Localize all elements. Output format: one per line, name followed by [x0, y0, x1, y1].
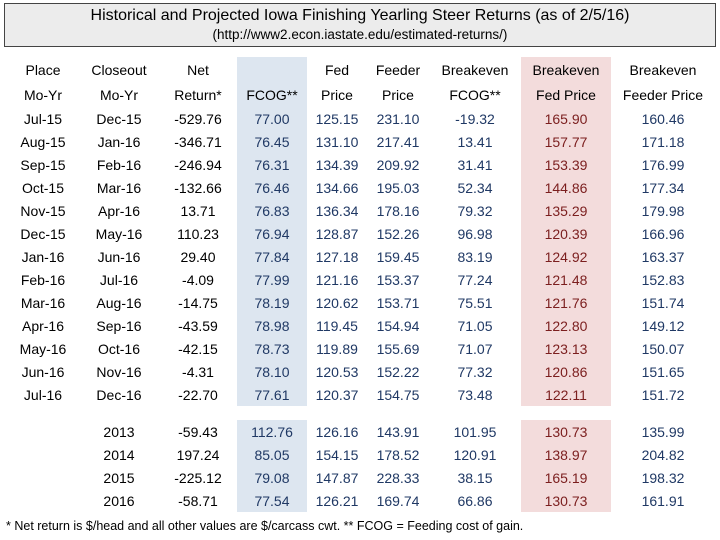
- cell-fed-price: 121.16: [315, 271, 359, 288]
- cell-closeout: Jan-16: [97, 133, 141, 150]
- cell-fed-price: 136.34: [315, 202, 359, 219]
- cell-feeder-price: 159.45: [376, 248, 420, 265]
- returns-table: [7, 57, 715, 512]
- table-row: [7, 291, 715, 314]
- cell-breakeven-fcog: 71.05: [457, 317, 493, 334]
- cell-fed-price: 125.15: [315, 110, 359, 127]
- cell-net-return: -58.71: [178, 492, 218, 509]
- col-header-fcog: [237, 57, 307, 82]
- table-row: [7, 130, 715, 153]
- cell-breakeven-feeder-price: 163.37: [641, 248, 685, 265]
- cell-breakeven-fcog: 96.98: [457, 225, 493, 242]
- cell-fcog: 76.46: [237, 176, 307, 199]
- cell-place: [7, 489, 79, 512]
- cell-feeder-price: 154.75: [376, 386, 420, 403]
- cell-fcog: 77.61: [237, 383, 307, 406]
- cell-fed-price: 120.62: [315, 294, 359, 311]
- annual-row: [7, 489, 715, 512]
- annual-row: [7, 420, 715, 443]
- cell-fcog: 78.19: [237, 291, 307, 314]
- col-header-place: Mo-Yr: [23, 86, 63, 103]
- cell-breakeven-fed-price: 135.29: [521, 199, 611, 222]
- cell-fcog: 76.31: [237, 153, 307, 176]
- cell-breakeven-feeder-price: 152.83: [641, 271, 685, 288]
- cell-feeder-price: 178.16: [376, 202, 420, 219]
- cell-breakeven-feeder-price: 150.07: [641, 340, 685, 357]
- cell-fed-price: 120.37: [315, 386, 359, 403]
- cell-breakeven-fed-price: 153.39: [521, 153, 611, 176]
- cell-net-return: -132.66: [174, 179, 222, 196]
- cell-breakeven-feeder-price: 135.99: [641, 423, 685, 440]
- cell-closeout: Nov-16: [96, 363, 142, 380]
- cell-place: Jan-16: [21, 248, 65, 265]
- cell-breakeven-fed-price: 122.80: [521, 314, 611, 337]
- col-header-breakeven-feeder-price: Breakeven: [629, 61, 697, 78]
- cell-breakeven-fed-price: 120.39: [521, 222, 611, 245]
- col-header-fcog: FCOG**: [237, 82, 307, 107]
- cell-fcog: 77.54: [237, 489, 307, 512]
- cell-closeout: Mar-16: [96, 179, 142, 196]
- cell-place: Mar-16: [20, 294, 66, 311]
- cell-fcog: 85.05: [237, 443, 307, 466]
- cell-feeder-price: 178.52: [376, 446, 420, 463]
- cell-net-return: -22.70: [178, 386, 218, 403]
- col-header-fed-price: Fed: [324, 61, 350, 78]
- cell-breakeven-fcog: 52.34: [457, 179, 493, 196]
- table-row: [7, 176, 715, 199]
- cell-closeout: Aug-16: [96, 294, 142, 311]
- cell-fcog: 76.83: [237, 199, 307, 222]
- cell-breakeven-feeder-price: 161.91: [641, 492, 685, 509]
- cell-closeout: May-16: [95, 225, 143, 242]
- cell-fed-price: 134.66: [315, 179, 359, 196]
- col-header-closeout: Mo-Yr: [99, 86, 139, 103]
- cell-feeder-price: 231.10: [376, 110, 420, 127]
- cell-net-return: -59.43: [178, 423, 218, 440]
- cell-fcog: 112.76: [237, 420, 307, 443]
- cell-feeder-price: 143.91: [376, 423, 420, 440]
- cell-breakeven-fcog: 83.19: [457, 248, 493, 265]
- cell-feeder-price: 169.74: [376, 492, 420, 509]
- cell-place: Feb-16: [20, 271, 66, 288]
- cell-breakeven-fed-price: 120.86: [521, 360, 611, 383]
- cell-fcog: 76.94: [237, 222, 307, 245]
- cell-breakeven-fed-price: 123.13: [521, 337, 611, 360]
- cell-fcog: 77.99: [237, 268, 307, 291]
- cell-closeout: Oct-16: [97, 340, 140, 357]
- cell-net-return: -529.76: [174, 110, 222, 127]
- table-row: [7, 107, 715, 130]
- cell-net-return: -14.75: [178, 294, 218, 311]
- cell-feeder-price: 152.26: [376, 225, 420, 242]
- cell-feeder-price: 155.69: [376, 340, 420, 357]
- footnote: * Net return is $/head and all other values are $/carcass cwt. ** FCOG = Feeding cost of gain.: [6, 519, 524, 533]
- cell-breakeven-feeder-price: 149.12: [641, 317, 685, 334]
- cell-fcog: 78.98: [237, 314, 307, 337]
- cell-closeout: 2015: [103, 469, 135, 486]
- cell-fcog: 78.73: [237, 337, 307, 360]
- cell-fcog: 77.84: [237, 245, 307, 268]
- cell-place: Nov-15: [20, 202, 66, 219]
- cell-place: [7, 420, 79, 443]
- cell-breakeven-fed-price: 165.19: [521, 466, 611, 489]
- cell-feeder-price: 152.22: [376, 363, 420, 380]
- source-url: (http://www2.econ.iastate.edu/estimated-returns/): [212, 27, 508, 42]
- cell-breakeven-feeder-price: 176.99: [641, 156, 685, 173]
- cell-place: May-16: [19, 340, 67, 357]
- cell-place: Oct-15: [21, 179, 64, 196]
- cell-closeout: 2016: [103, 492, 135, 509]
- annual-row: [7, 466, 715, 489]
- cell-breakeven-fcog: -19.32: [455, 110, 495, 127]
- cell-feeder-price: 153.71: [376, 294, 420, 311]
- cell-net-return: 13.71: [180, 202, 216, 219]
- cell-net-return: -346.71: [174, 133, 222, 150]
- cell-fed-price: 120.53: [315, 363, 359, 380]
- cell-breakeven-fed-price: 130.73: [521, 420, 611, 443]
- cell-closeout: 2013: [103, 423, 135, 440]
- col-header-breakeven-fed-price: Fed Price: [521, 82, 611, 107]
- cell-place: Jun-16: [21, 363, 65, 380]
- cell-fcog: 77.00: [237, 107, 307, 130]
- cell-breakeven-fcog: 66.86: [457, 492, 493, 509]
- cell-breakeven-feeder-price: 171.18: [641, 133, 685, 150]
- col-header-place: Place: [25, 61, 61, 78]
- cell-breakeven-feeder-price: 177.34: [641, 179, 685, 196]
- cell-fed-price: 119.89: [316, 340, 358, 357]
- cell-breakeven-fcog: 13.41: [457, 133, 493, 150]
- cell-breakeven-feeder-price: 151.72: [641, 386, 685, 403]
- col-header-net-return: Net: [187, 61, 209, 78]
- cell-fed-price: 128.87: [315, 225, 359, 242]
- cell-breakeven-feeder-price: 179.98: [641, 202, 685, 219]
- cell-closeout: Feb-16: [96, 156, 142, 173]
- annual-row: [7, 443, 715, 466]
- annual-section: [7, 420, 715, 512]
- cell-place: [7, 466, 79, 489]
- cell-feeder-price: 217.41: [376, 133, 420, 150]
- cell-breakeven-fcog: 120.91: [453, 446, 497, 463]
- cell-fed-price: 126.21: [315, 492, 359, 509]
- table-row: [7, 153, 715, 176]
- cell-closeout: Jun-16: [97, 248, 141, 265]
- cell-closeout: 2014: [103, 446, 135, 463]
- cell-fed-price: 127.18: [315, 248, 359, 265]
- cell-place: [7, 443, 79, 466]
- cell-breakeven-fed-price: 165.90: [521, 107, 611, 130]
- cell-breakeven-fed-price: 138.97: [521, 443, 611, 466]
- cell-breakeven-fed-price: 122.11: [521, 383, 611, 406]
- col-header-breakeven-fed-price: Breakeven: [521, 57, 611, 82]
- cell-closeout: Sep-16: [96, 317, 142, 334]
- cell-net-return: 197.24: [176, 446, 220, 463]
- table-row: [7, 360, 715, 383]
- table-row: [7, 222, 715, 245]
- col-header-feeder-price: Feeder: [375, 61, 421, 78]
- col-header-breakeven-fcog: FCOG**: [449, 86, 501, 103]
- cell-fcog: 78.10: [237, 360, 307, 383]
- cell-breakeven-fcog: 38.15: [457, 469, 493, 486]
- cell-breakeven-fcog: 101.95: [453, 423, 497, 440]
- cell-place: Dec-15: [20, 225, 66, 242]
- cell-fed-price: 126.16: [315, 423, 359, 440]
- cell-feeder-price: 154.94: [376, 317, 420, 334]
- cell-breakeven-fcog: 73.48: [457, 386, 493, 403]
- cell-fcog: 76.45: [237, 130, 307, 153]
- col-header-breakeven-fcog: Breakeven: [441, 61, 509, 78]
- cell-breakeven-fed-price: 121.48: [521, 268, 611, 291]
- page-title: Historical and Projected Iowa Finishing Yearling Steer Returns (as of 2/5/16): [90, 7, 630, 24]
- cell-breakeven-fcog: 79.32: [457, 202, 493, 219]
- cell-breakeven-feeder-price: 204.82: [641, 446, 685, 463]
- header-row-1: [7, 57, 715, 82]
- cell-breakeven-feeder-price: 151.65: [641, 363, 685, 380]
- cell-breakeven-fcog: 75.51: [457, 294, 493, 311]
- cell-fed-price: 147.87: [315, 469, 359, 486]
- cell-breakeven-feeder-price: 160.46: [641, 110, 685, 127]
- cell-breakeven-fed-price: 130.73: [521, 489, 611, 512]
- cell-fed-price: 154.15: [315, 446, 359, 463]
- cell-breakeven-fed-price: 121.76: [521, 291, 611, 314]
- header-row-2: [7, 82, 715, 107]
- cell-net-return: -4.09: [182, 271, 214, 288]
- cell-place: Aug-15: [20, 133, 66, 150]
- cell-net-return: -42.15: [178, 340, 218, 357]
- cell-breakeven-fed-price: 157.77: [521, 130, 611, 153]
- table-row: [7, 314, 715, 337]
- col-header-closeout: Closeout: [91, 61, 147, 78]
- cell-breakeven-fcog: 77.32: [457, 363, 493, 380]
- cell-breakeven-fcog: 31.41: [457, 156, 493, 173]
- cell-fcog: 79.08: [237, 466, 307, 489]
- cell-breakeven-feeder-price: 151.74: [641, 294, 685, 311]
- title-box: [4, 3, 716, 47]
- table-row: [7, 199, 715, 222]
- cell-net-return: 110.23: [177, 225, 219, 242]
- table-row: [7, 383, 715, 406]
- cell-fed-price: 134.39: [315, 156, 359, 173]
- cell-net-return: -246.94: [174, 156, 222, 173]
- cell-feeder-price: 195.03: [376, 179, 420, 196]
- cell-net-return: -4.31: [182, 363, 214, 380]
- cell-breakeven-fcog: 77.24: [457, 271, 493, 288]
- col-header-feeder-price: Price: [382, 86, 414, 103]
- cell-closeout: Apr-16: [97, 202, 141, 219]
- cell-place: Jul-16: [23, 386, 63, 403]
- monthly-section: [7, 107, 715, 406]
- cell-fed-price: 131.10: [315, 133, 359, 150]
- cell-net-return: -43.59: [178, 317, 218, 334]
- cell-feeder-price: 228.33: [376, 469, 420, 486]
- cell-breakeven-fed-price: 144.86: [521, 176, 611, 199]
- cell-place: Sep-15: [20, 156, 66, 173]
- cell-fed-price: 119.45: [316, 317, 358, 334]
- cell-closeout: Dec-16: [96, 386, 142, 403]
- cell-closeout: Jul-16: [99, 271, 139, 288]
- cell-breakeven-feeder-price: 166.96: [641, 225, 685, 242]
- cell-breakeven-fed-price: 124.92: [521, 245, 611, 268]
- col-header-fed-price: Price: [321, 86, 353, 103]
- cell-closeout: Dec-15: [96, 110, 142, 127]
- cell-breakeven-fcog: 71.07: [457, 340, 493, 357]
- cell-net-return: 29.40: [180, 248, 216, 265]
- table-row: [7, 245, 715, 268]
- cell-feeder-price: 209.92: [376, 156, 420, 173]
- cell-feeder-price: 153.37: [376, 271, 420, 288]
- cell-net-return: -225.12: [174, 469, 222, 486]
- col-header-net-return: Return*: [174, 86, 222, 103]
- cell-breakeven-feeder-price: 198.32: [641, 469, 685, 486]
- col-header-breakeven-feeder-price: Feeder Price: [622, 86, 704, 103]
- table-row: [7, 268, 715, 291]
- cell-place: Apr-16: [21, 317, 65, 334]
- cell-place: Jul-15: [23, 110, 63, 127]
- table-row: [7, 337, 715, 360]
